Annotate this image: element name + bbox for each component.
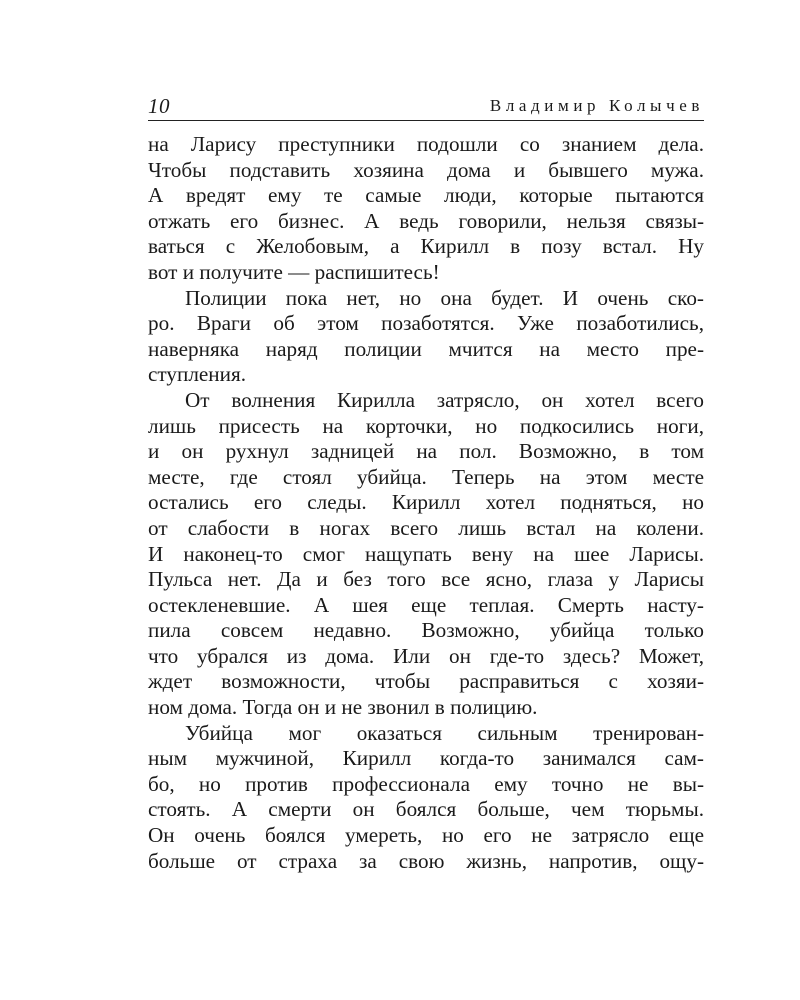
author-name: Владимир Колычев xyxy=(489,96,704,115)
text-line: больше от страха за свою жизнь, напротив, ощу- xyxy=(148,848,704,873)
text-line: ным мужчиной, Кирилл когда-то занимался сам- xyxy=(148,746,704,771)
text-line: ждет возможности, чтобы расправиться с хозяи- xyxy=(148,669,704,694)
running-header xyxy=(148,92,704,121)
book-page xyxy=(148,92,704,874)
text-line: остекленевшие. А шея еще теплая. Смерть насту- xyxy=(148,592,704,617)
text-line: лишь присесть на корточки, но подкосились ноги, xyxy=(148,413,704,438)
page-number: 10 xyxy=(148,94,170,118)
text-line: ро. Враги об этом позаботятся. Уже позаботились, xyxy=(148,311,704,336)
text-line: отжать его бизнес. А ведь говорили, нельзя связы- xyxy=(148,208,704,233)
body-text xyxy=(148,132,704,874)
text-line: стоять. А смерти он боялся больше, чем тюрьмы. xyxy=(148,797,704,822)
text-line: вот и получите — распишитесь! xyxy=(148,259,440,284)
text-line: ном дома. Тогда он и не звонил в полицию. xyxy=(148,695,538,720)
text-line: Полиции пока нет, но она будет. И очень ско- xyxy=(185,285,704,310)
text-line: ступления. xyxy=(148,362,247,387)
text-line: что убрался из дома. Или он где-то здесь? Может, xyxy=(148,643,704,668)
text-line: Чтобы подставить хозяина дома и бывшего мужа. xyxy=(148,157,704,182)
text-line: бо, но против профессионала ему точно не вы- xyxy=(148,771,704,796)
text-line: И наконец-то смог нащупать вену на шее Ларисы. xyxy=(148,541,704,566)
text-line: и он рухнул задницей на пол. Возможно, в том xyxy=(148,439,704,464)
text-line: месте, где стоял убийца. Теперь на этом месте xyxy=(148,464,704,489)
text-line: на Ларису преступники подошли со знанием дела. xyxy=(148,132,704,156)
text-line: остались его следы. Кирилл хотел подняться, но xyxy=(148,490,704,515)
text-line: наверняка наряд полиции мчится на место пре- xyxy=(148,336,704,361)
text-line: ваться с Желобовым, а Кирилл в позу встал. Ну xyxy=(148,234,704,259)
text-line: Пульса нет. Да и без того все ясно, глаза у Ларисы xyxy=(148,567,704,592)
text-line: пила совсем недавно. Возможно, убийца только xyxy=(148,618,704,643)
text-line: Он очень боялся умереть, но его не затрясло еще xyxy=(148,823,704,848)
text-line: А вредят ему те самые люди, которые пытаются xyxy=(148,183,704,208)
text-line: От волнения Кирилла затрясло, он хотел всего xyxy=(185,387,704,412)
text-line: от слабости в ногах всего лишь встал на колени. xyxy=(148,515,704,540)
text-line: Убийца мог оказаться сильным тренирован- xyxy=(185,720,704,745)
